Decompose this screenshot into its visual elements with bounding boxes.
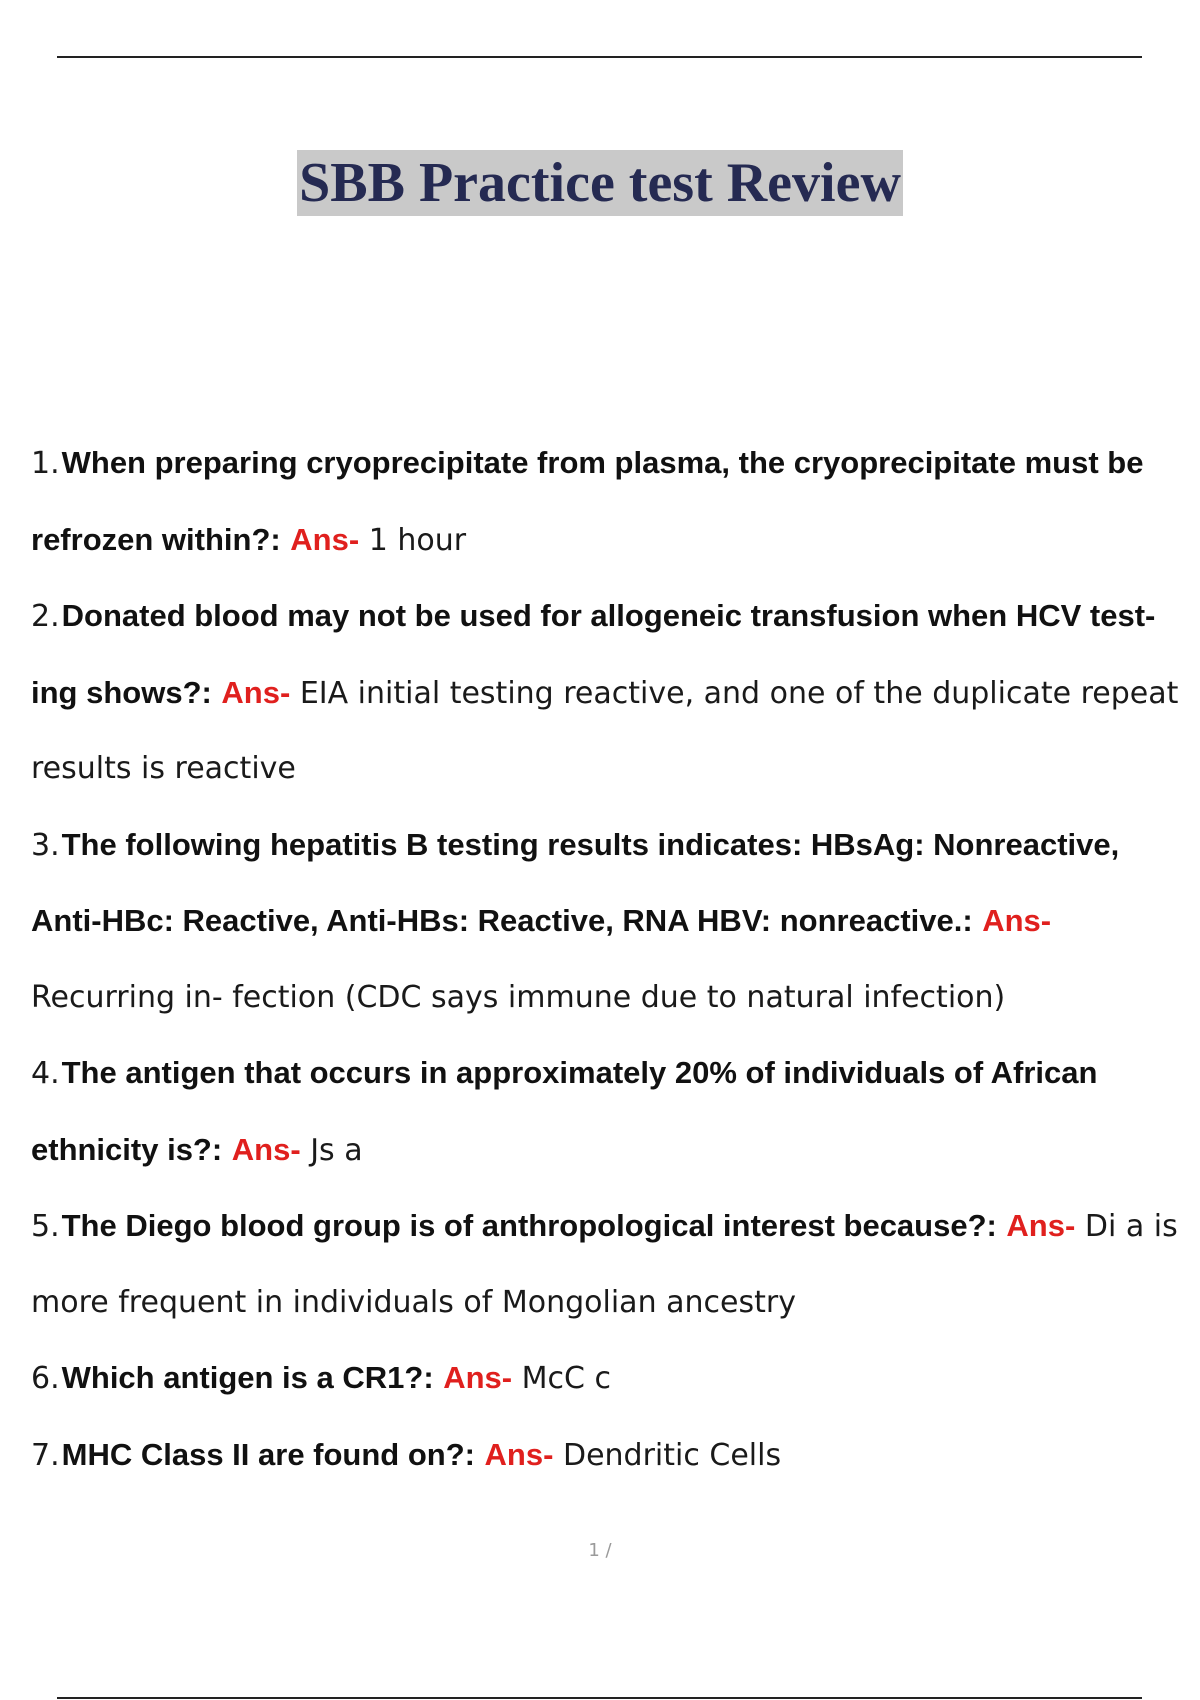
question-text: When preparing cryoprecipitate from plasma, the cryoprecipitate must be refrozen within?: — [31, 445, 1144, 557]
question-list — [31, 425, 1196, 1493]
list-item — [31, 807, 1196, 1036]
question-number: 7. — [31, 1437, 60, 1473]
question-number: 2. — [31, 599, 60, 634]
list-item — [31, 1188, 1196, 1340]
list-item — [31, 578, 1196, 807]
answer-label: Ans- — [1006, 1208, 1076, 1243]
answer-text: Js a — [310, 1132, 363, 1168]
answer-label: Ans- — [221, 674, 291, 710]
question-text: The antigen that occurs in approximately 20% of individuals of African ethnicity is?: — [31, 1055, 1098, 1167]
answer-label: Ans- — [290, 521, 360, 557]
answer-label: Ans- — [443, 1360, 513, 1395]
question-text: The following hepatitis B testing results indicates: HBsAg: Nonreactive, Anti-HBc: Reactive, Anti-HBs: Reactive, RNA HBV: nonreactive.: — [31, 826, 1120, 938]
list-item — [31, 425, 1196, 578]
question-text: Which antigen is a CR1?: — [61, 1360, 434, 1395]
list-item — [31, 1417, 1196, 1494]
answer-text: Dendritic Cells — [562, 1437, 782, 1473]
question-text: The Diego blood group is of anthropological interest because?: — [61, 1208, 997, 1243]
question-number: 6. — [31, 1361, 60, 1396]
page-title: SBB Practice test Review — [299, 152, 901, 214]
answer-text: EIA initial testing reactive, and one of the duplicate repeat results is reactive — [31, 675, 1179, 786]
title-container — [0, 150, 1200, 216]
answer-text: Di a is more frequent in individuals of Mongolian ancestry — [31, 1209, 1178, 1320]
answer-text: Recurring in- fection (CDC says immune due to natural infection) — [31, 979, 1006, 1015]
question-text: MHC Class II are found on?: — [61, 1436, 475, 1472]
answer-text: 1 hour — [368, 522, 467, 558]
question-number: 5. — [31, 1209, 60, 1244]
answer-label: Ans- — [484, 1436, 554, 1472]
bottom-rule — [57, 1697, 1142, 1699]
answer-label: Ans- — [982, 903, 1052, 938]
answer-label: Ans- — [231, 1131, 301, 1167]
list-item — [31, 1035, 1196, 1188]
top-rule — [57, 56, 1142, 58]
question-number: 3. — [31, 827, 60, 863]
page-number: 1 / — [588, 1540, 612, 1561]
question-number: 1. — [31, 446, 60, 481]
question-text: Donated blood may not be used for allogeneic transfusion when HCV test- ing shows?: — [31, 598, 1156, 710]
answer-text: McC c — [521, 1361, 611, 1396]
list-item — [31, 1340, 1196, 1417]
question-number: 4. — [31, 1056, 60, 1091]
